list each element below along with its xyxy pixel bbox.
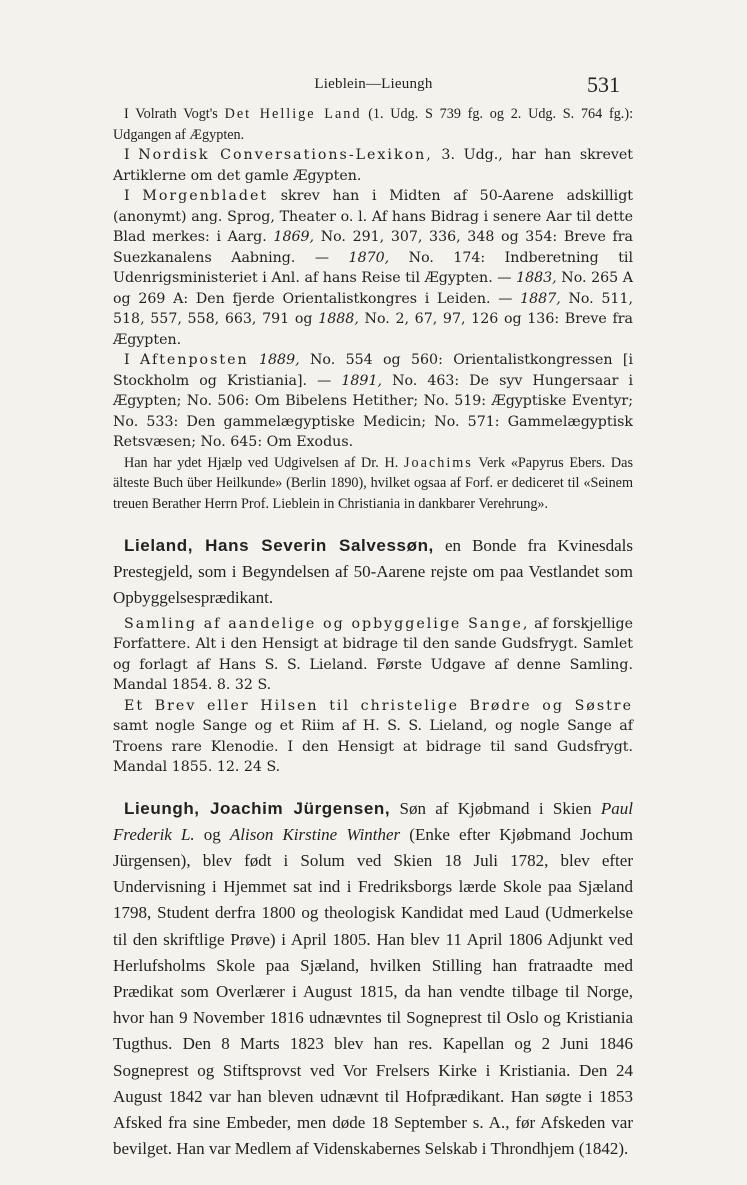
work-title: Aftenposten: [139, 352, 249, 368]
lieblein-ref-morgenbladet: I Morgenbladet skrev han i Midten af 50-Aarene adskilligt (anonymt) ang. Sprog, Theater o. l. Af hans Bidrag i senere Aar til dette Blad merkes: i Aarg. 1869, No. 291, 307, 336, 348 og 354: Breve fra Suezkanalens Aabning. — 1870, No. 174: Indberetning til Udenrigsministeriet i Anl. af hans Reise til Ægypten. — 1883, No. 265 A og 269 A: Den fjerde Orientalistkongres i Leiden. — 1887, No. 511, 518, 557, 558, 663, 791 og 1888, No. 2, 67, 97, 126 og 136: Breve fra Ægypten.: [113, 188, 634, 348]
work-title: Nordisk Conversations-Lexikon,: [138, 147, 433, 163]
page-number: 531: [587, 72, 620, 97]
lieblein-ref-ebers: Han har ydet Hjælp ved Udgivelsen af Dr. H. Joachims Verk «Papyrus Ebers. Das älteste Buch über Heilkunde» (Berlin 1890), hvilket ogsaa af Forf. er dediceret til «Seinem treuen Berather Herrn Prof. Lieblein in Christiania in dankbarer Verehrung».: [113, 454, 633, 512]
lieblein-ref-vogt: I Volrath Vogt's Det Hellige Land (1. Udg. S 739 fg. og 2. Udg. S. 764 fg.): Udgangen af Ægypten.: [113, 106, 634, 143]
lieblein-ref-aftenposten: I Aftenposten 1889, No. 554 og 560: Orientalistkongressen [i Stockholm og Kristiania]. — 1891, No. 463: De syv Hungersaar i Ægypten; No. 506: Om Bibelens Hetither; No. 519: Ægyptiske Eventyr; No. 533: Den gammelægyptiske Medicin; No. 571: Gammelægyptisk Retsvæsen; No. 645: Om Exodus.: [113, 352, 634, 450]
work-title: Et Brev eller Hilsen til christelige Brødre og Søstre: [124, 697, 633, 714]
lieungh-entry: Lieungh, Joachim Jürgensen, Søn af Kjøbmand i Skien Paul Frederik L. og Alison Kirstine Winther (Enke efter Kjøbmand Jochum Jürgensen), blev født i Solum ved Skien 18 Juli 1782, blev efter Undervisning i Hjemmet sat ind i Fredriksborgs lærde Skole paa Sjæland 1798, Student derfra 1800 og theologisk Kandidat med Laud (Udmerkelse til den skriftlige Prøve) i April 1805. Han blev 11 April 1806 Adjunkt ved Herlufsholms Skole paa Sjæland, hvilken Stilling han fratraadte med Prædikat som Overlærer i August 1815, da han vendte tilbage til Norge, hvor han 9 November 1816 udnævntes til Sogneprest til Oslo og Kristiania Tugthus. Den 8 Marts 1823 blev han res. Kapellan og 2 Juni 1846 Sogneprest og Stiftsprovst ved Vor Frelsers Kirke i Kristiania. Den 24 August 1842 var han bleven udnævnt til Hofprædikant. Han søgte i 1853 Afsked fra sine Embeder, men døde 18 September s. A., før Afskeden var bevilget. Han var Medlem af Videnskabernes Selskab i Throndhjem (1842).: [113, 798, 633, 1159]
lieblein-ref-lexikon: I Nordisk Conversations-Lexikon, 3. Udg., har han skrevet Artiklerne om det gamle Ægypten.: [113, 147, 633, 184]
page-header: [0, 70, 747, 100]
entry-name: Lieungh, Joachim Jürgensen,: [124, 798, 391, 818]
work-title: Det Hellige Land: [224, 106, 362, 122]
page-body: [113, 104, 633, 1162]
running-head: Lieblein—Lieungh: [314, 76, 433, 92]
work-title: Morgenbladet: [142, 188, 269, 204]
entry-name: Lieland, Hans Severin Salvessøn,: [124, 536, 434, 555]
lieland-work-brev: Et Brev eller Hilsen til christelige Brødre og Søstre samt nogle Sange og et Riim af H. S. S. Lieland, og nogle Sange af Troens rare Klenodie. I den Hensigt at bidrage til sand Gudsfrygt. Mandal 1855. 12. 24 S.: [113, 697, 633, 776]
lieland-entry-head: Lieland, Hans Severin Salvessøn, en Bonde fra Kvinesdals Prestegjeld, som i Begyndelsen af 50-Aarene rejste om paa Vestlandet som Opbyggelsesprædikant.: [113, 536, 633, 608]
lieland-work-samling: Samling af aandelige og opbyggelige Sange, af forskjellige Forfattere. Alt i den Hensigt at bidrage til den sande Gudsfrygt. Samlet og forlagt af Hans S. S. Lieland. Første Udgave af denne Samling. Mandal 1854. 8. 32 S.: [113, 615, 633, 694]
work-title: Samling af aandelige og opbyggelige Sange,: [124, 615, 530, 632]
